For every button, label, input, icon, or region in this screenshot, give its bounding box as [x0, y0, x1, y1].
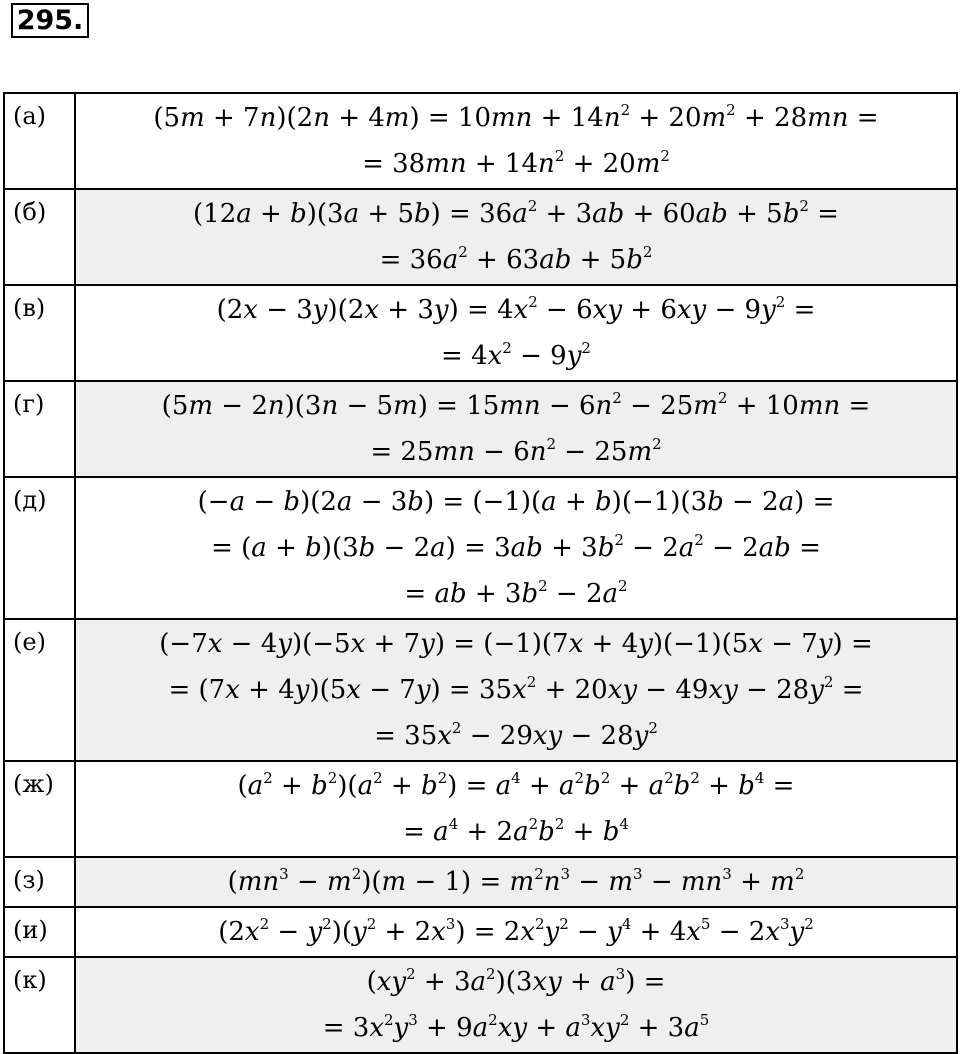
- item-label: (и): [4, 907, 75, 957]
- math-solution: [75, 285, 957, 381]
- solution-row: [4, 907, 957, 957]
- solution-row: [4, 957, 957, 1053]
- solution-row: [4, 477, 957, 619]
- math-solution: [75, 189, 957, 285]
- equation-line: = ab + $3b^2 - 2a^2$: [404, 577, 628, 609]
- item-label: (ж): [4, 761, 75, 857]
- math-solution: [75, 761, 957, 857]
- equation-line: $(12a + b)(3a + 5b) = 36a^2 + 3ab + 60ab + 5b^2$ =: [193, 197, 839, 229]
- equation-line: $(5m - 2n)(3n - 5m) = 15mn - 6n^2 - 25m^2 + 10mn$ =: [161, 389, 871, 421]
- solution-row: [4, 761, 957, 857]
- equation-line: $(2x^2 - y^2)(y^2 + 2x^3) = 2x^2y^2 - y^4 + 4x^5 - 2x^3y^2$: [218, 915, 814, 947]
- math-solution: [75, 957, 957, 1053]
- item-label: (б): [4, 189, 75, 285]
- problem-number: 295.: [11, 3, 89, 38]
- math-solution: [75, 619, 957, 761]
- item-label: (к): [4, 957, 75, 1053]
- equation-line: (−a − b)(2a − 3b) = (−1)(a + b)(−1)(3b − 2a) =: [197, 487, 835, 517]
- item-label: (в): [4, 285, 75, 381]
- solution-row: [4, 857, 957, 907]
- equation-line: $(a^2 + b^2)(a^2 + b^2) = a^4 + a^2b^2 + a^2b^2 + b^4$ =: [237, 769, 795, 801]
- equation-line: = $38mn + 14n^2 + 20m^2$: [362, 147, 670, 179]
- math-solution: [75, 477, 957, 619]
- item-label: (а): [4, 93, 75, 189]
- solution-row: [4, 93, 957, 189]
- equation-line: = $(a + b)(3b - 2a) = 3ab + 3b^2 - 2a^2 - 2ab$ =: [211, 531, 821, 563]
- math-solution: [75, 93, 957, 189]
- equation-line: = $4x^2 - 9y^2$: [441, 339, 591, 371]
- solution-row: [4, 381, 957, 477]
- item-label: (з): [4, 857, 75, 907]
- equation-line: $(2x - 3y)(2x + 3y) = 4x^2 - 6xy + 6xy - 9y^2$ =: [216, 293, 816, 325]
- item-label: (г): [4, 381, 75, 477]
- equation-line: = $(7x + 4y)(5x - 7y) = 35x^2 + 20xy - 49xy - 28y^2$ =: [168, 673, 864, 705]
- equation-line: = $25mn - 6n^2 - 25m^2$: [370, 435, 662, 467]
- equation-line: = $36a^2 + 63ab + 5b^2$: [379, 243, 653, 275]
- equation-line: $(mn^3 - m^2)(m - 1) = m^2n^3 - m^3 - mn^3 + m^2$: [227, 865, 805, 897]
- equation-line: = $3x^2y^3 + 9a^2xy + a^3xy^2 + 3a^5$: [322, 1011, 710, 1043]
- solution-row: [4, 189, 957, 285]
- equation-line: = $35x^2 - 29xy - 28y^2$: [374, 719, 658, 751]
- equation-line: (−7x − 4y)(−5x + 7y) = (−1)(7x + 4y)(−1)(5x − 7y) =: [159, 629, 873, 659]
- solution-row: [4, 619, 957, 761]
- solution-row: [4, 285, 957, 381]
- equation-line: $(5m + 7n)(2n + 4m) = 10mn + 14n^2 + 20m^2 + 28mn$ =: [153, 101, 879, 133]
- math-solution: [75, 907, 957, 957]
- math-solution: [75, 857, 957, 907]
- equation-line: = $a^4 + 2a^2b^2 + b^4$: [403, 815, 629, 847]
- solutions-table: [3, 92, 958, 1054]
- item-label: (е): [4, 619, 75, 761]
- item-label: (д): [4, 477, 75, 619]
- solutions-table-body: [4, 93, 957, 1053]
- equation-line: $(xy^2 + 3a^2)(3xy + a^3)$ =: [366, 965, 666, 997]
- math-solution: [75, 381, 957, 477]
